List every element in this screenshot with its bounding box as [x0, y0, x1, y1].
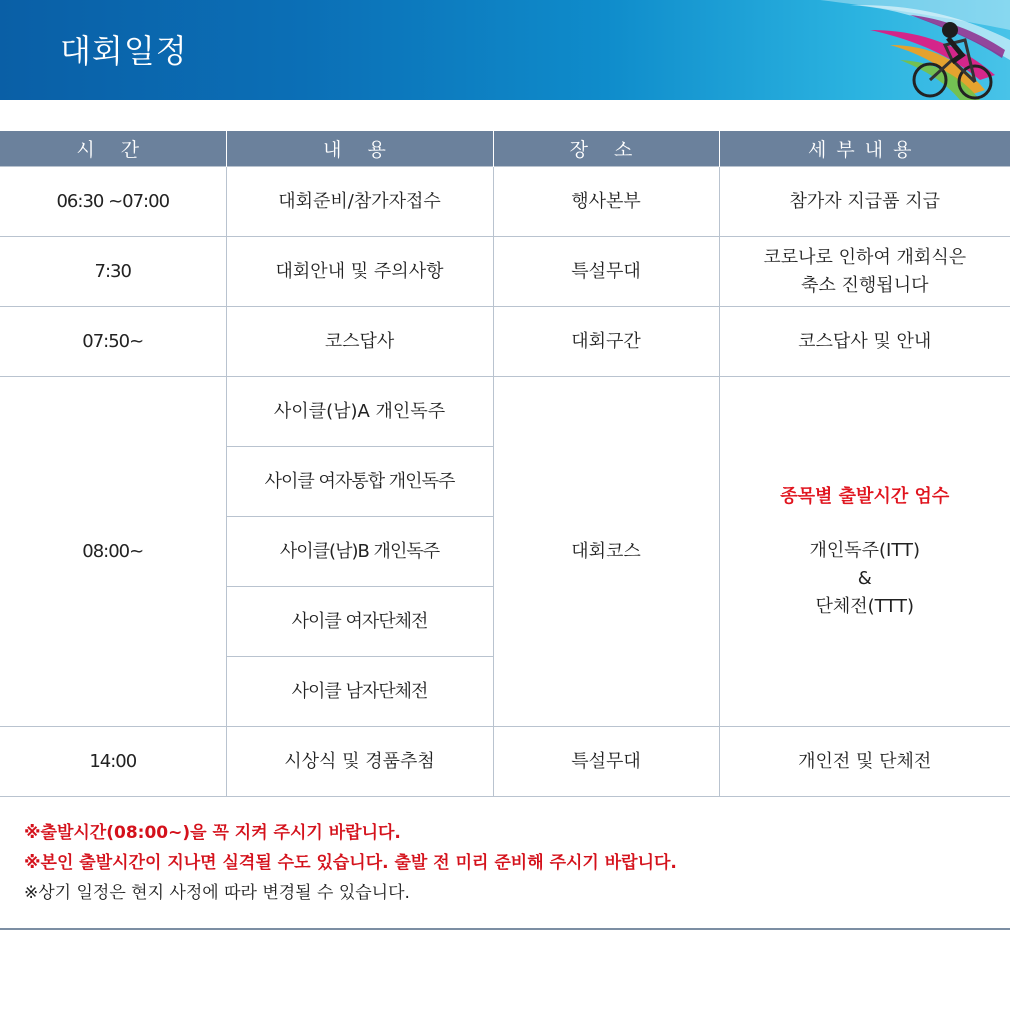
table-row	[0, 237, 1010, 307]
cell-place: 대회구간	[493, 307, 719, 377]
cell-place: 특설무대	[493, 727, 719, 797]
cell-content: 대회안내 및 주의사항	[226, 237, 493, 307]
start-time-warning: 종목별 출발시간 엄수	[780, 485, 950, 507]
cell-detail: 코스답사 및 안내	[719, 307, 1010, 377]
header-detail: 세부내용	[719, 131, 1010, 167]
table-header-row	[0, 131, 1010, 167]
cell-content: 시상식 및 경품추첨	[226, 727, 493, 797]
cell-content: 코스답사	[226, 307, 493, 377]
cell-detail: 참가자 지급품 지급	[719, 167, 1010, 237]
note-disqualification: ※본인 출발시간이 지나면 실격될 수도 있습니다. 출발 전 미리 준비해 주시기 바랍니다.	[24, 853, 677, 873]
cell-place: 특설무대	[493, 237, 719, 307]
cyclist-illustration-icon	[780, 0, 1010, 100]
header-time: 시 간	[0, 131, 226, 167]
cell-event: 사이클 여자통합 개인독주	[226, 447, 493, 517]
table-row	[0, 727, 1010, 797]
page-title: 대회일정	[60, 32, 188, 70]
banner	[0, 0, 1010, 100]
schedule-table	[0, 131, 1010, 797]
cell-race-detail	[719, 377, 1010, 727]
cell-detail	[719, 237, 1010, 307]
cell-detail: 개인전 및 단체전	[719, 727, 1010, 797]
header-place: 장 소	[493, 131, 719, 167]
table-row	[0, 377, 1010, 447]
bottom-divider	[0, 928, 1010, 930]
cell-content: 대회준비/참가자접수	[226, 167, 493, 237]
note-schedule-change: ※상기 일정은 현지 사정에 따라 변경될 수 있습니다.	[24, 883, 410, 903]
cell-time: 7:30	[0, 237, 226, 307]
note-start-time: ※출발시간(08:00~)을 꼭 지켜 주시기 바랍니다.	[24, 823, 401, 843]
detail-line: 개인독주(ITT)	[809, 539, 921, 561]
cell-event: 사이클(남)B 개인독주	[226, 517, 493, 587]
cell-place: 행사본부	[493, 167, 719, 237]
cell-race-place: 대회코스	[493, 377, 719, 727]
cell-time: 06:30 ~07:00	[0, 167, 226, 237]
cell-event: 사이클 여자단체전	[226, 587, 493, 657]
detail-line: &	[857, 567, 872, 589]
cell-race-time: 08:00~	[0, 377, 226, 727]
table-row	[0, 307, 1010, 377]
detail-line: 단체전(TTT)	[815, 595, 915, 617]
table-row	[0, 167, 1010, 237]
detail-line: 코로나로 인하여 개회식은	[763, 246, 967, 268]
cell-time: 14:00	[0, 727, 226, 797]
cell-event: 사이클(남)A 개인독주	[226, 377, 493, 447]
notes	[24, 818, 994, 908]
header-content: 내 용	[226, 131, 493, 167]
detail-line: 축소 진행됩니다	[801, 274, 929, 296]
cell-event: 사이클 남자단체전	[226, 657, 493, 727]
cell-time: 07:50~	[0, 307, 226, 377]
